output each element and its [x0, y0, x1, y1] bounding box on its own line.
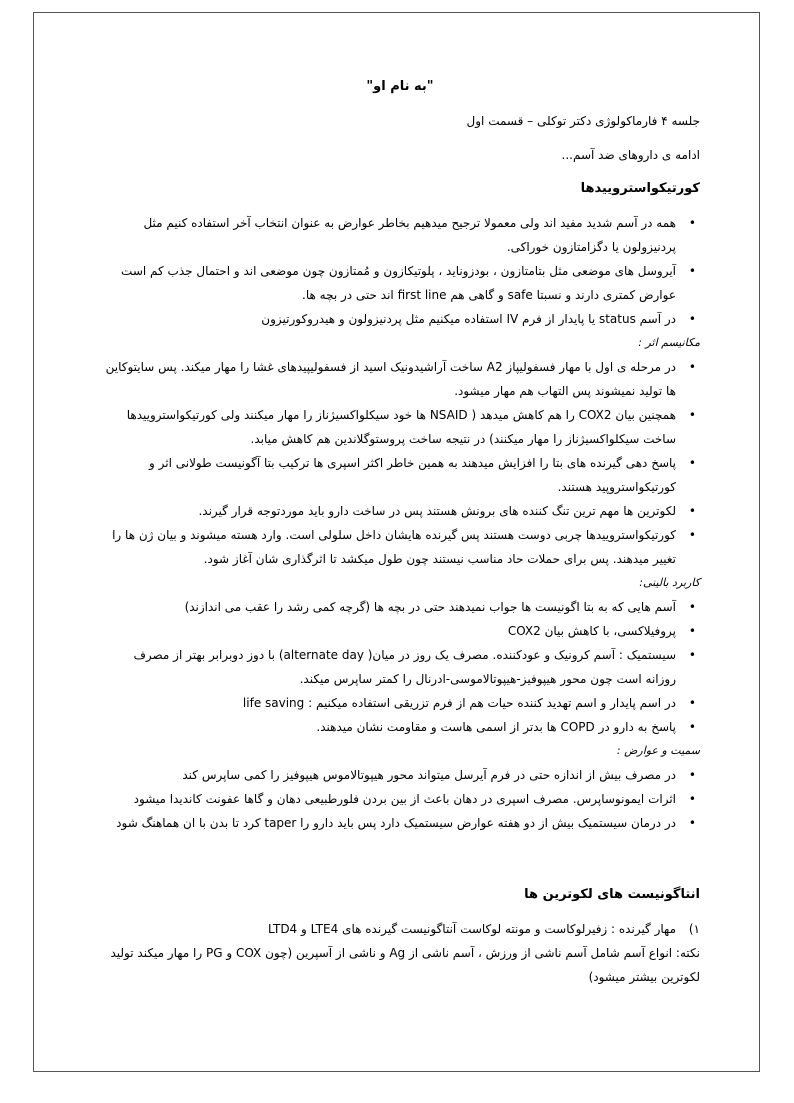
list-item: • سیستمیک : آسم کرونیک و عودکننده. مصرف یک روز در میان( alternate day) با دوز دوبرابر بهتر از مصرف روزانه است چون محور هیپوفیز-هیپوتالاموسی-ادرنال را کمتر ساپرس میکند.	[100, 643, 700, 691]
numbered-item	[100, 917, 700, 941]
note-text: نکته: انواع آسم شامل آسم ناشی از ورزش ، آسم ناشی از Ag و ناشی از آسپرین (چون COX و PG را مهار میکند تولید لکوترین بیشتر میشود)	[110, 946, 700, 984]
list-item: • در آسم status یا پایدار از فرم IV استفاده میکنیم مثل پردنیزولون و هیدروکورتیزون	[100, 307, 700, 331]
list-item: • لکوترین ها مهم ترین تنگ کننده های برونش هستند پس در ساخت دارو باید موردتوجه قرار گیرند.	[100, 499, 700, 523]
mechanism-label: مکانیسم اثر :	[638, 336, 700, 349]
document-title: "به نام او"	[366, 79, 434, 94]
section-heading-leukotriene: انتاگونیست های لکوترین ها	[524, 887, 700, 902]
list-item: • همچنین بیان COX2 را هم کاهش میدهد ( NSAID ها خود سیکلواکسیژناز را مهار میکنند ولی کورتیکواستروییدها ساخت سیکلواکسیژناز را مهار میکنند) در نتیجه ساخت پروستوگلاندین هم کاهش میابد.	[100, 403, 700, 451]
list-item: • پاسخ دهی گیرنده های بتا را افزایش میدهند به همین خاطر اکثر اسپری ها ترکیب بتا آگونیست طولانی اثر و کورتیکواستروپید هستند.	[100, 451, 700, 499]
document-body	[100, 75, 700, 989]
side-effects-label: سمیت و عوارض :	[616, 744, 700, 757]
list-item: • در اسم پایدار و اسم تهدید کننده حیات هم از فرم تزریقی استفاده میکنیم : life saving	[100, 691, 700, 715]
clinical-use-label: کاربرد بالینی:	[639, 576, 700, 589]
list-item: • کورتیکواستروییدها چربی دوست هستند پس گیرنده هایشان داخل سلولی است. وارد هسته میشوند و بیان ژن ها را تغییر میدهند. پس برای حملات حاد مناسب نیستند چون طول میکشد تا اثرگذاری شان آغاز شود.	[100, 523, 700, 571]
list-item: • آسم هایی که به بتا اگونیست ها جواب نمیدهند حتی در بچه ها (گرچه کمی رشد را عقب می اندازند)	[100, 595, 700, 619]
list-item: • در مصرف بیش از اندازه حتی در فرم آیرسل میتواند محور هیپوتالاموس هیپوفیز را کمی ساپرس کند	[100, 763, 700, 787]
continue-line: ادامه ی داروهای ضد آسم...	[561, 148, 700, 162]
list-item: • همه در آسم شدید مفید اند ولی معمولا ترجیح میدهیم بخاطر عوارض به عنوان انتخاب آخر استفاده کنیم مثل پردنیزولون یا دگزامتازون خوراکی.	[100, 211, 700, 259]
list-item: • در مرحله ی اول با مهار فسفولیپاز A2 ساخت آراشیدونیک اسید از فسفولیپیدهای غشا را مهار میکند. پس سایتوکاین ها تولید نمیشوند پس التهاب هم مهار میشود.	[100, 355, 700, 403]
bullet-list-clinical	[100, 595, 700, 739]
item-text: مهار گیرنده : زفیرلوکاست و مونته لوکاست آنتاگونیست گیرنده های LTE4 و LTD4	[267, 922, 676, 936]
list-item: • در درمان سیستمیک بیش از دو هفته عوارض سیستمیک دارد پس باید دارو را taper کرد تا بدن با ان هماهنگ شود	[100, 811, 700, 835]
bullet-list-general	[100, 211, 700, 331]
session-line: جلسه ۴ فارماکولوژی دکتر توکلی – قسمت اول	[466, 114, 700, 128]
bullet-list-side-effects	[100, 763, 700, 835]
list-item: • پروفیلاکسی، با کاهش بیان COX2	[100, 619, 700, 643]
item-number: ۱)	[688, 922, 700, 936]
list-item: • پاسخ به دارو در COPD ها بدتر از اسمی هاست و مقاومت نشان میدهند.	[100, 715, 700, 739]
list-item: • اثرات ایمونوساپرس. مصرف اسپری در دهان باعث از بین بردن فلورطبیعی دهان و گاها عفونت کاندیدا میشود	[100, 787, 700, 811]
section-heading-corticosteroids: کورتیکواستروییدها	[580, 181, 700, 196]
list-item: • آیروسل های موضعی مثل بتامتازون ، بودزوناید ، پلوتیکازون و مُمتازون چون موضعی اند و احتمال جذب کم است عوارض کمتری دارند و نسبتا safe و گاهی هم first line اند حتی در بچه ها.	[100, 259, 700, 307]
bullet-list-mechanism	[100, 355, 700, 571]
